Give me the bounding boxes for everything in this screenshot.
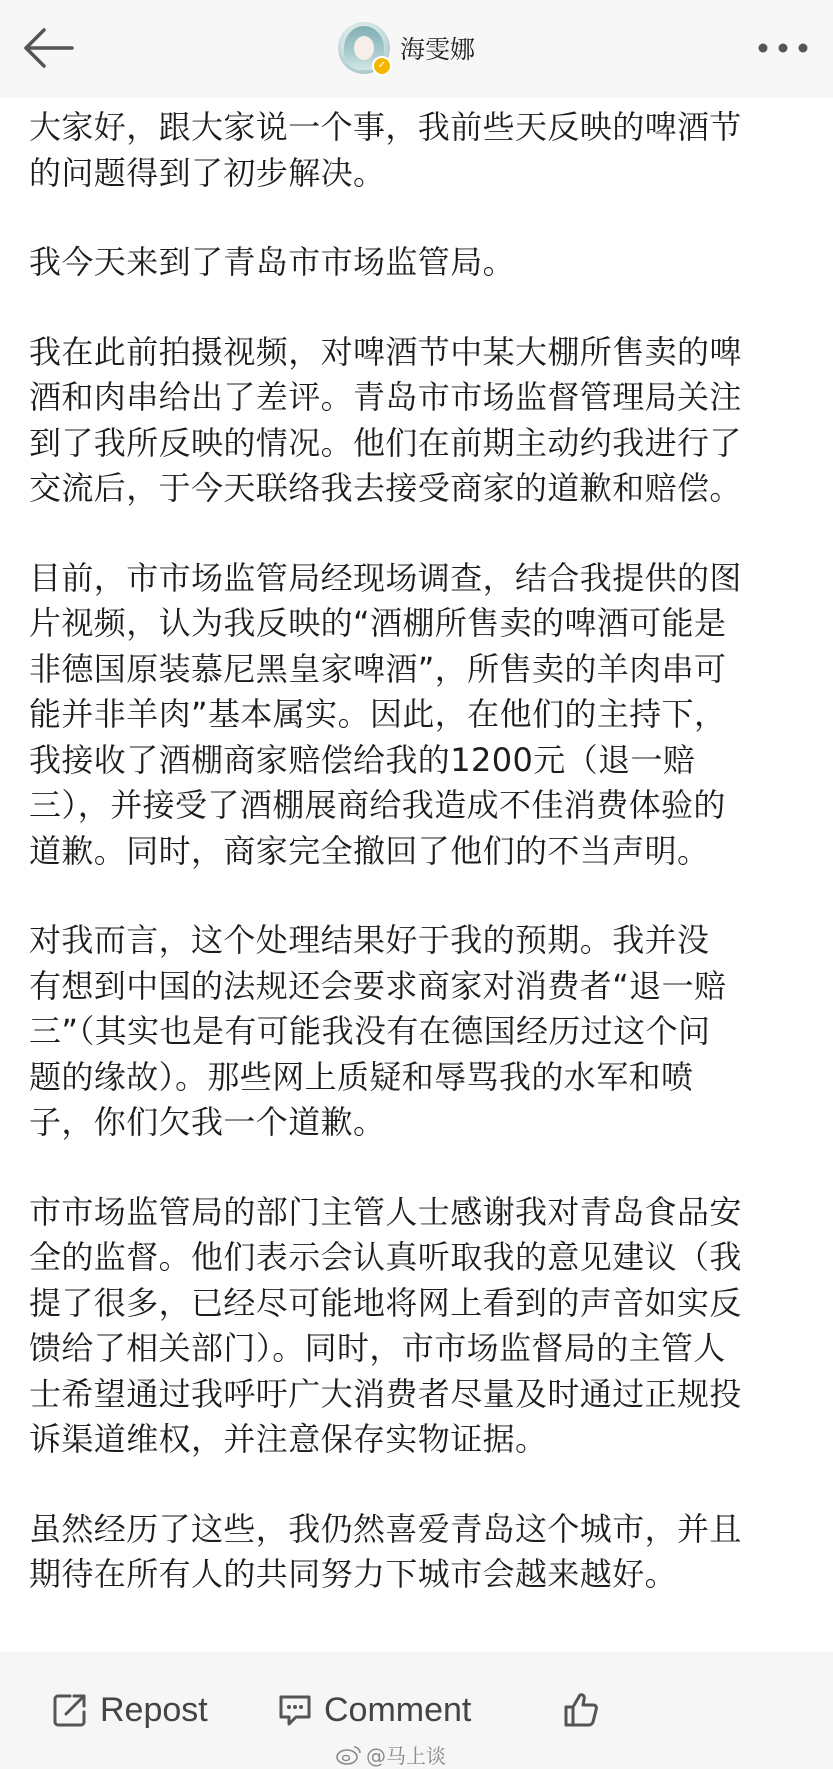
post-paragraph: 对我而言，这个处理结果好于我的预期。我并没 有想到中国的法规还会要求商家对消费者“退一赔 三”（其实也是有可能我没有在德国经历过这个问 题的缘故）。那些网上质疑和辱骂我的水军和喷 子，你们欠我一个道歉。 xyxy=(29,921,727,1141)
back-button[interactable] xyxy=(20,24,80,72)
author-info[interactable] xyxy=(338,20,475,76)
repost-label[interactable]: Repost xyxy=(100,1690,208,1729)
post-paragraph: 虽然经历了这些，我仍然喜爱青岛这个城市，并且 期待在所有人的共同努力下城市会越来越好。 xyxy=(29,1509,742,1593)
more-horizontal-icon xyxy=(751,28,815,68)
arrow-left-icon xyxy=(20,24,80,72)
action-bar xyxy=(0,1652,833,1769)
post-paragraph: 目前，市市场监管局经现场调查，结合我提供的图 片视频，认为我反映的“酒棚所售卖的啤酒可能是 非德国原装慕尼黑皇家啤酒”，所售卖的羊肉串可 能并非羊肉”基本属实。因此，在他们的主持下， 我接收了酒棚商家赔偿给我的1200元（退一赔 三），并接受了酒棚展商给我造成不佳消费体验的 道歉。同时，商家完全撤回了他们的不当声明。 xyxy=(29,558,742,870)
watermark xyxy=(336,1740,446,1769)
top-bar xyxy=(0,0,833,98)
watermark-text: @马上谈 xyxy=(366,1744,446,1768)
post-paragraph: 我在此前拍摄视频，对啤酒节中某大棚所售卖的啤 酒和肉串给出了差评。青岛市市场监督管理局关注 到了我所反映的情况。他们在前期主动约我进行了 交流后，于今天联络我去接受商家的道歉和赔偿。 xyxy=(29,332,742,507)
post-paragraph: 我今天来到了青岛市市场监管局。 xyxy=(29,243,516,281)
post-body xyxy=(29,98,809,1642)
comment-icon xyxy=(276,1690,314,1730)
comment-button[interactable] xyxy=(276,1686,471,1734)
repost-button[interactable] xyxy=(50,1686,208,1734)
author-name[interactable]: 海雯娜 xyxy=(400,35,476,64)
repost-icon xyxy=(50,1690,90,1730)
more-button[interactable] xyxy=(751,28,815,68)
comment-label[interactable]: Comment xyxy=(324,1690,472,1729)
thumbs-up-icon xyxy=(562,1690,600,1730)
verified-badge-icon: ✓ xyxy=(372,56,392,76)
avatar[interactable] xyxy=(338,22,390,74)
like-button[interactable] xyxy=(562,1686,600,1734)
post-paragraph: 市市场监管局的部门主管人士感谢我对青岛食品安 全的监督。他们表示会认真听取我的意见建议（我 提了很多，已经尽可能地将网上看到的声音如实反 馈给了相关部门）。同时，市市场监督局的主管人 士希望通过我呼吁广大消费者尽量及时通过正规投 诉渠道维权，并注意保存实物证据。 xyxy=(29,1192,742,1458)
post-paragraph: 大家好，跟大家说一个事，我前些天反映的啤酒节 的问题得到了初步解决。 xyxy=(29,108,742,192)
weibo-logo-icon xyxy=(336,1745,362,1765)
